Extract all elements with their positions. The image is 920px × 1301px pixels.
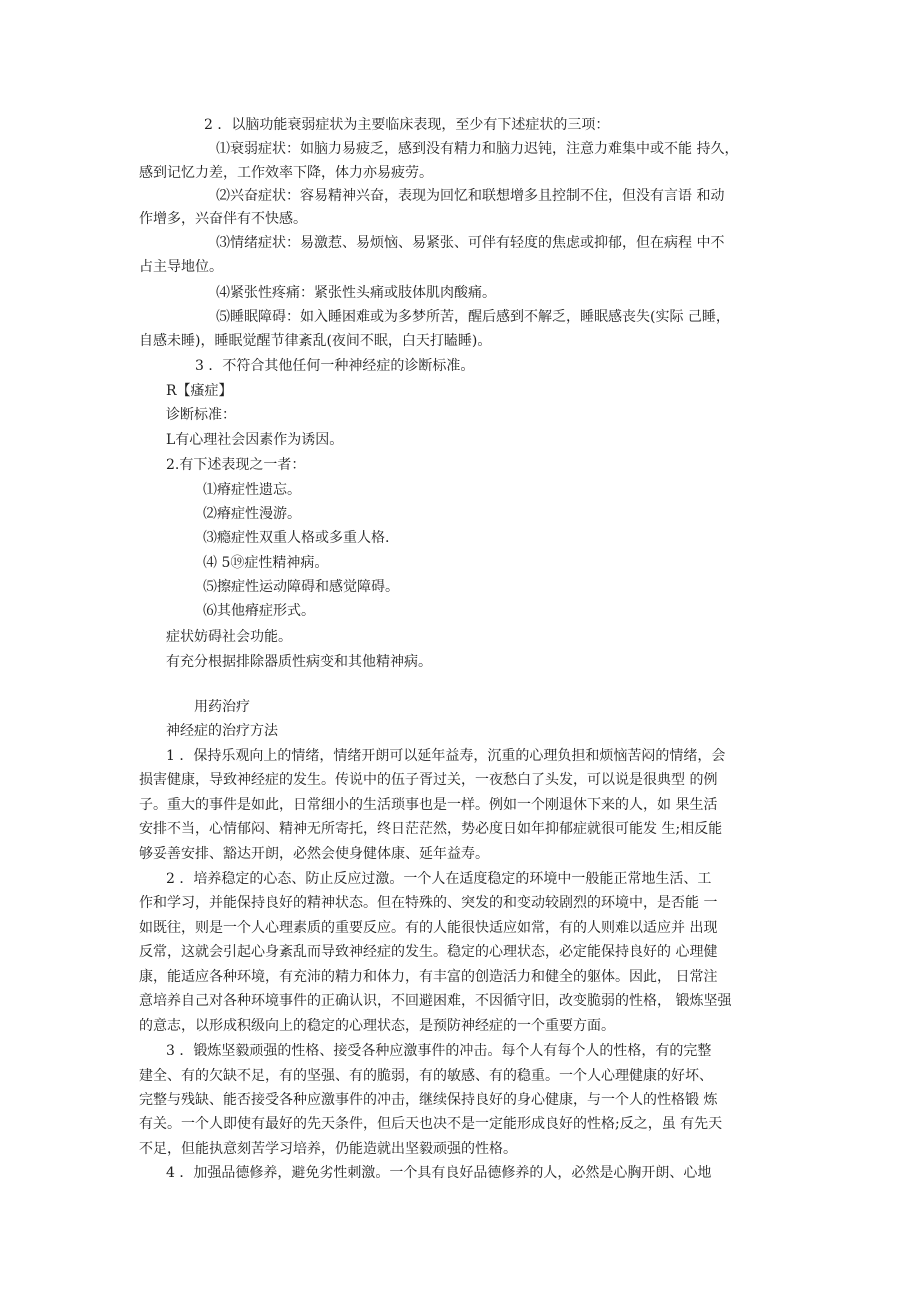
symptom-2-line-2: 作增多，兴奋伴有不快感。 <box>139 211 307 227</box>
symptom-3-line-1: ⑶情绪症状：易激惹、易烦恼、易紧张、可伴有轻度的焦虑或抑郁，但在病程 中不 <box>216 235 725 251</box>
diagnostic-criteria-label: 诊断标准： <box>166 407 236 423</box>
hysteria-heading: R【瘙症】 <box>166 383 233 399</box>
paragraph-2-line: 意培养自己对各种环境事件的正确认识，不回避困难，不因循守旧，改变脆弱的性格， 锻炼坚强 <box>139 993 732 1009</box>
paragraph-1-line: 1 ．保持乐观向上的情绪，情绪开朗可以延年益寿，沉重的心理负担和烦恼苦闷的情绪，会 <box>166 748 726 764</box>
hysteria-form-6: ⑹其他瘠症形式。 <box>203 603 315 619</box>
hysteria-form-2: ⑵瘠症性漫游。 <box>203 506 301 522</box>
hysteria-form-3: ⑶瘾症性双重人格或多重人格. <box>203 530 390 546</box>
paragraph-2-line: 康，能适应各种环境，有充沛的精力和体力，有丰富的创造活力和健全的躯体。因此， 日常注 <box>139 969 718 985</box>
paragraph-3-line: 建全、有的欠缺不足，有的坚强、有的脆弱，有的敏感、有的稳重。一个人心理健康的好坏、 <box>139 1068 713 1084</box>
paragraph-1-line: 够妥善安排、豁达开朗，必然会使身健体康、延年益寿。 <box>139 846 489 862</box>
hysteria-criterion-3: 症状妨碍社会功能。 <box>166 629 292 645</box>
treatment-heading: 用药治疗 <box>194 699 250 715</box>
hysteria-form-5: ⑸擦症性运动障碍和感觉障碍。 <box>203 579 399 595</box>
symptom-5-line-1: ⑸睡眠障碍：如入睡困难或为多梦所苦，醒后感到不解乏，睡眠感丧失(实际 己睡， <box>216 309 730 325</box>
treatment-subheading: 神经症的治疗方法 <box>166 723 278 739</box>
hysteria-form-4: ⑷ 5⑲症性精神病。 <box>203 555 329 571</box>
paragraph-1-line: 损害健康，导致神经症的发生。传说中的伍子胥过关，一夜愁白了头发，可以说是很典型 的例 <box>139 772 718 788</box>
paragraph-3-line: 3 ．锻炼坚毅顽强的性格、接受各种应激事件的冲击。每个人有每个人的性格，有的完整 <box>166 1043 712 1059</box>
paragraph-2-line: 如既往，则是一个人心理素质的重要反应。有的人能很快适应如常，有的人则难以适应并 出现 <box>139 920 718 936</box>
paragraph-3-line: 完整与残缺、能否接受各种应激事件的冲击，继续保持良好的身心健康，与一个人的性格锻 炼 <box>139 1092 718 1108</box>
paragraph-3-line: 不足，但能执意刻苦学习培养，仍能造就出坚毅顽强的性格。 <box>139 1141 517 1157</box>
hysteria-criterion-4: 有充分根据排除器质性病变和其他精神病。 <box>166 654 432 670</box>
criterion-item-3: 3 ．不符合其他任何一种神经症的诊断标准。 <box>195 358 475 374</box>
symptom-1-line-2: 感到记忆力差，工作效率下降，体力亦易疲劳。 <box>139 165 433 181</box>
symptom-1-line-1: ⑴衰弱症状：如脑力易疲乏，感到没有精力和脑力迟钝，注意力难集中或不能 持久， <box>216 141 739 157</box>
hysteria-criterion-2: 2.有下述表现之一者： <box>166 457 306 473</box>
paragraph-2-line: 的意志，以形成积级向上的稳定的心理状态，是预防神经症的一个重要方面。 <box>139 1018 615 1034</box>
hysteria-form-1: ⑴瘠症性遗忘。 <box>203 482 301 498</box>
hysteria-criterion-1: L有心理社会因素作为诱因。 <box>166 432 344 448</box>
paragraph-1-line: 安排不当，心情郁闷、精神无所寄托，终日茫茫然，势必度日如年抑郁症就很可能发 生;相反能 <box>139 821 723 837</box>
paragraph-1-line: 子。重大的事件是如此，日常细小的生活琐事也是一样。例如一个刚退休下来的人，如 果生活 <box>139 797 718 813</box>
paragraph-4-line: 4 ．加强品德修养，避免劣性刺激。一个具有良好品德修养的人，必然是心胸开朗、心地 <box>166 1165 712 1181</box>
paragraph-2-line: 作和学习，并能保持良好的精神状态。但在特殊的、突发的和变动较剧烈的环境中，是否能 一 <box>139 895 718 911</box>
symptom-3-line-2: 占主导地位。 <box>139 259 223 275</box>
criterion-item-2: 2 ．以脑功能衰弱症状为主要临床表现，至少有下述症状的三项： <box>204 117 610 133</box>
paragraph-3-line: 有关。一个人即使有最好的先天条件，但后天也决不是一定能形成良好的性格;反之，虽 有先天 <box>139 1116 723 1132</box>
symptom-5-line-2: 自感未睡)，睡眠觉醒节律紊乱(夜间不眠，白天打瞌睡)。 <box>139 333 492 349</box>
symptom-2-line-1: ⑵兴奋症状：容易精神兴奋，表现为回忆和联想增多且控制不住，但没有言语 和动 <box>216 188 725 204</box>
paragraph-2-line: 反常，这就会引起心身紊乱而导致神经症的发生。稳定的心理状态，必定能保持良好的 心理健 <box>139 944 718 960</box>
paragraph-2-line: 2 ．培养稳定的心态、防止反应过激。一个人在适度稳定的环境中一般能正常地生活、工 <box>166 871 712 887</box>
symptom-4: ⑷紧张性疼痛：紧张性头痛或肢体肌肉酸痛。 <box>216 285 496 301</box>
